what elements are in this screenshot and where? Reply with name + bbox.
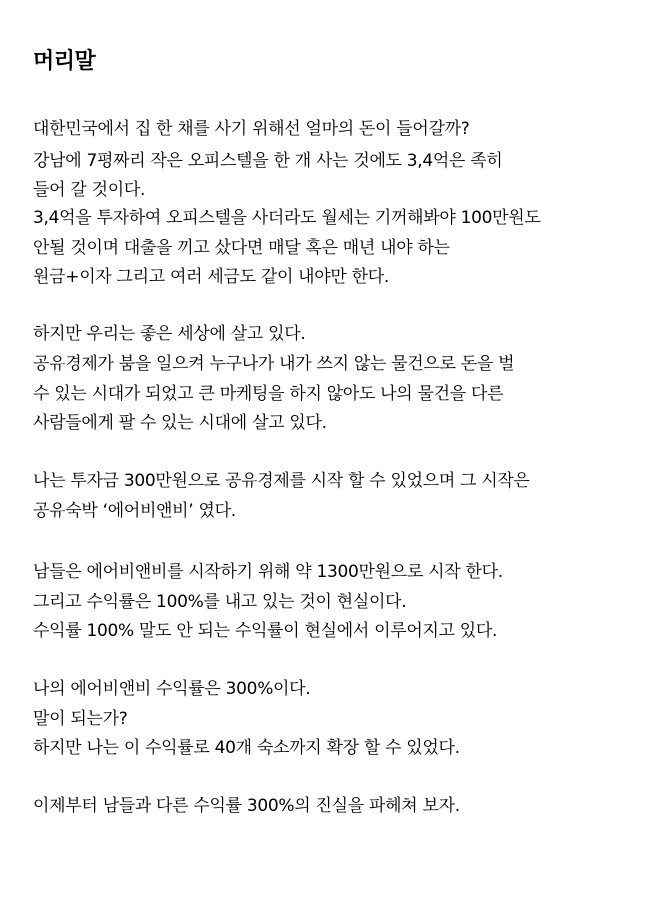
text-line: 수 있는 시대가 되었고 큰 마케팅을 하지 않아도 나의 물건을 다른 (33, 384, 504, 404)
text-line: 하지만 나는 이 수익률로 40개 숙소까지 확장 할 수 있었다. (33, 738, 460, 758)
text-line: 공유숙박 ‘에어비앤비’ 였다. (33, 501, 236, 521)
text-line: 대한민국에서 집 한 채를 사기 위해선 얼마의 돈이 들어갈까? (33, 119, 470, 139)
text-line: 공유경제가 붐을 일으켜 누구나가 내가 쓰지 않는 물건으로 돈을 벌 (33, 354, 515, 374)
text-line: 강남에 7평짜리 작은 오피스텔을 한 개 사는 것에도 3,4억은 족히 (33, 151, 503, 171)
text-line: 3,4억을 투자하여 오피스텔을 사더라도 월세는 기꺼해봐야 100만원도 (33, 208, 541, 228)
text-line: 나는 투자금 300만원으로 공유경제를 시작 할 수 있었으며 그 시작은 (33, 471, 530, 491)
text-line: 말이 되는가? (33, 709, 128, 729)
text-line: 수익률 100% 말도 안 되는 수익률이 현실에서 이루어지고 있다. (33, 621, 498, 641)
text-line: 안될 것이며 대출을 끼고 샀다면 매달 혹은 매년 내야 하는 (33, 238, 450, 258)
text-line: 나의 에어비앤비 수익률은 300%이다. (33, 679, 311, 699)
text-line: 하지만 우리는 좋은 세상에 살고 있다. (33, 324, 306, 344)
text-line: 사람들에게 팔 수 있는 시대에 살고 있다. (33, 413, 327, 433)
page-title: 머리말 (33, 49, 96, 74)
text-line: 들어 갈 것이다. (33, 180, 146, 200)
text-line: 이제부터 남들과 다른 수익률 300%의 진실을 파헤쳐 보자. (33, 796, 460, 816)
text-line: 남들은 에어비앤비를 시작하기 위해 약 1300만원으로 시작 한다. (33, 562, 503, 582)
text-line: 그리고 수익률은 100%를 내고 있는 것이 현실이다. (33, 592, 407, 612)
text-line: 원금+이자 그리고 여러 세금도 같이 내야만 한다. (33, 267, 389, 287)
